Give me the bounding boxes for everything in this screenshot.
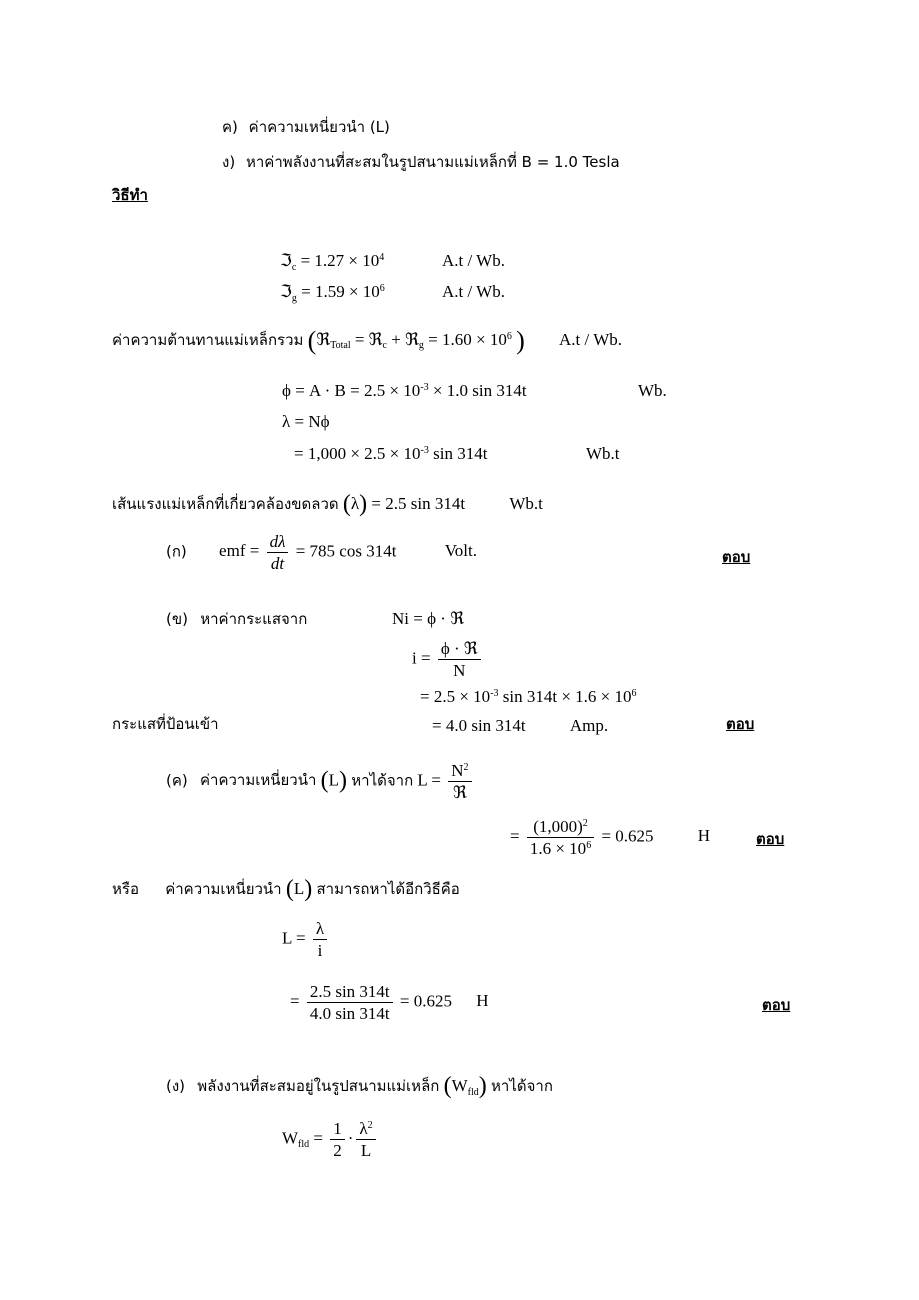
phi-line: $\phi = A \cdot B = 2.5 \times 10^{-3} \times 1.0$ sin 314t Wb. (282, 381, 667, 400)
item-c-label: ค) (222, 118, 238, 136)
lambda-line: λ = Nϕ (282, 412, 330, 431)
unit-text: A.t / Wb. (442, 282, 505, 301)
part-b-label: (ข) (166, 610, 188, 628)
unit-text: A.t / Wb. (442, 251, 505, 270)
unit-text: A.t / Wb. (559, 329, 622, 349)
item-d (222, 155, 620, 170)
part-d-line: (ง) พลังงานที่สะสมอยู่ในรูปสนามแม่เหล็ก $(W_{fld})$ หาได้จาก (166, 1073, 553, 1099)
mmf-symbol: ℑ (280, 282, 292, 301)
current-result: = 4.0 sin 314t Amp. (432, 716, 609, 735)
answer-mark: ตอบ (762, 996, 791, 1014)
inductance-calc-fraction: $\frac{(1,000)^2}{1.6 \times 10^6}$ (527, 818, 594, 857)
ni-equation: Ni = ϕ · ℜ (392, 609, 465, 628)
flux-linkage-line: เส้นแรงแม่เหล็กที่เกี่ยวคล้องขดลวด (λ) = 2.5 sin 314t Wb.t (112, 491, 543, 517)
part-a-line: (ก) emf = $\frac{d\lambda}{dt}$ = 785 cos 314t Volt. (166, 532, 477, 573)
input-current-label: กระแสที่ป้อนเข้า (112, 715, 219, 733)
unit-text: Wb.t (586, 444, 620, 463)
unit-text: Wb.t (509, 494, 543, 513)
inductance-calc: = $\frac{(1,000)^2}{1.6 \times 10^6}$ = 0.625 H (510, 817, 711, 858)
solution-heading: วิธีทำ (112, 186, 148, 204)
part-d-label: (ง) (166, 1077, 186, 1095)
unit-text: H (476, 991, 489, 1011)
item-d-text: หาค่าพลังงานที่สะสมในรูปสนามแม่เหล็กที่ B = 1.0 Tesla (245, 153, 620, 171)
total-reluctance-line: ค่าความต้านทานแม่เหล็กรวม (ℜ$_{Total}$ = ℜ$_c$ + ℜ$_g$ = $1.60 \times 10^6$ ) A.t / Wb. (112, 326, 622, 355)
item-c-text: ค่าความเหนี่ยวนำ (L) (248, 118, 390, 136)
unit-text: H (697, 826, 711, 846)
item-c (222, 120, 390, 135)
inductance-fraction: $\frac{N^2}{\text{ℜ}}$ (448, 762, 471, 801)
unit-text: Volt. (444, 541, 477, 561)
answer-mark: ตอบ (726, 715, 755, 733)
alt-method-line: หรือ ค่าความเหนี่ยวนำ (L) สามารถหาได้อีกวิธีคือ (112, 876, 460, 902)
mmf-symbol: ℑ (280, 251, 292, 270)
unit-text: Wb. (638, 381, 667, 400)
lambda-sq-fraction: $\frac{\lambda^2}{L}$ (356, 1120, 375, 1159)
part-b-line: (ข) หาค่ากระแสจาก (166, 610, 308, 628)
lambda-value-line: = $1,000 \times 2.5 \times 10^{-3}$ sin 314t Wb.t (294, 444, 620, 463)
mmf-core-line: ℑ$_c$ = $1.27 \times 10^4$ A.t / Wb. (280, 251, 505, 273)
energy-equation: $W_{fld}$ = $\frac{1}{2}$ · $\frac{\lambda^2}{L}$ (282, 1120, 379, 1159)
alt-inductance-eq: L = $\frac{\lambda}{i}$ (282, 920, 330, 959)
current-substitution: = $2.5 \times 10^{-3}$ $\sin 314t \times 1.6 \times 10^6$ (420, 687, 637, 706)
alt-calc-fraction: $\frac{2.5 \sin 314t}{4.0 \sin 314t}$ (307, 983, 393, 1022)
current-equation: i = $\frac{\text{ϕ · ℜ}}{N}$ (412, 640, 484, 679)
derivative-fraction: $\frac{d\lambda}{dt}$ (267, 533, 289, 572)
answer-mark: ตอบ (722, 548, 751, 566)
part-c-line: (ค) ค่าความเหนี่ยวนำ (L) หาได้จาก L = $\frac{N^2}{\text{ℜ}}$ (166, 762, 475, 801)
alt-inductance-calc: = $\frac{2.5 \sin 314t}{4.0 \sin 314t}$ = 0.625 H (290, 982, 489, 1023)
answer-mark: ตอบ (756, 830, 785, 848)
alt-fraction: $\frac{\lambda}{i}$ (313, 920, 327, 959)
item-d-label: ง) (222, 153, 236, 171)
current-fraction: $\frac{\text{ϕ · ℜ}}{N}$ (438, 640, 481, 679)
part-a-label: (ก) (166, 542, 187, 561)
unit-text: Amp. (569, 716, 609, 735)
half-fraction: $\frac{1}{2}$ (330, 1120, 345, 1159)
part-c-label: (ค) (166, 771, 188, 790)
mmf-gap-line: ℑ$_g$ = $1.59 \times 10^6$ A.t / Wb. (280, 282, 505, 304)
